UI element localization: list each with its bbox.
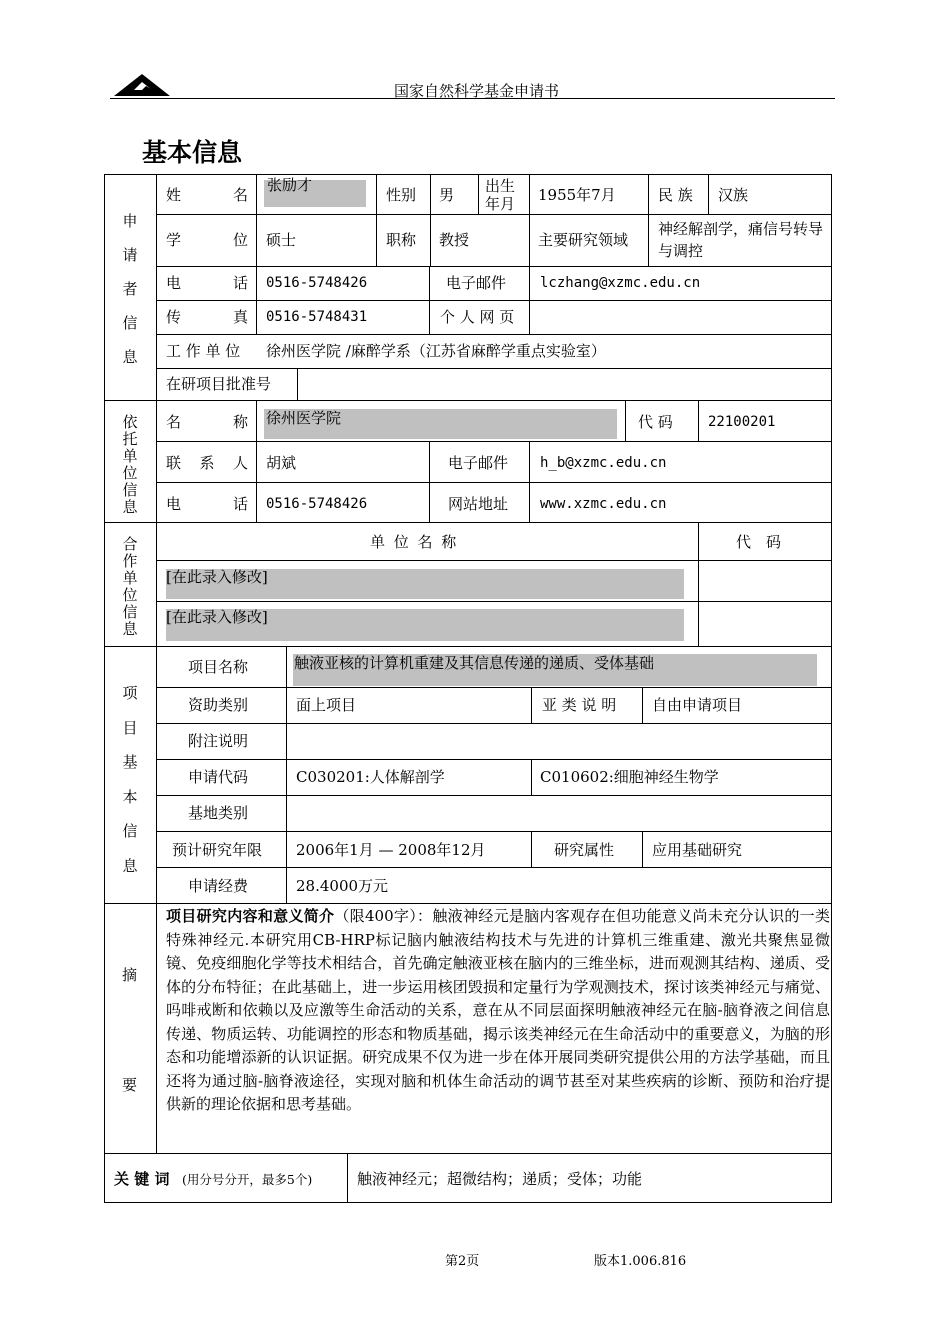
- mountain-logo-icon: [112, 70, 172, 100]
- project-group-label: 项 目 基 本 信 息: [122, 684, 138, 875]
- email-label: 电子邮件: [446, 274, 507, 292]
- project-name-value[interactable]: 触液亚核的计算机重建及其信息传递的递质、受体基础: [294, 654, 655, 672]
- host-code-label: 代 码: [638, 413, 673, 431]
- host-group-label: 依托单位信息: [122, 413, 138, 516]
- title-label: 职称: [386, 231, 417, 249]
- partner-name-header: 单 位 名 称: [370, 533, 459, 551]
- budget-label: 申请经费: [188, 877, 249, 895]
- partner-row-1-name[interactable]: [在此录入修改]: [166, 568, 268, 586]
- project-no-label: 在研项目批准号: [166, 375, 272, 393]
- host-website-value[interactable]: www.xzmc.edu.cn: [540, 496, 667, 512]
- abstract-heading: 项目研究内容和意义简介: [166, 907, 335, 925]
- birth-label: 出生年月: [485, 177, 516, 213]
- partner-code-header: 代 码: [736, 533, 782, 551]
- period-label: 预计研究年限: [172, 841, 263, 859]
- funding-type-value[interactable]: 面上项目: [296, 696, 357, 714]
- gender-label: 性别: [386, 186, 417, 204]
- phone-value[interactable]: 0516-5748426: [266, 275, 368, 291]
- ethnic-value[interactable]: 汉族: [718, 186, 749, 204]
- name-label: 姓 名: [166, 186, 248, 204]
- fax-value[interactable]: 0516-5748431: [266, 309, 368, 325]
- document-header-title: 国家自然科学基金申请书: [394, 82, 560, 100]
- workplace-label: 工 作 单 位: [166, 342, 241, 360]
- application-code-2[interactable]: C010602:细胞神经生物学: [540, 768, 719, 786]
- homepage-label: 个 人 网 页: [440, 308, 515, 326]
- version-number: 版本1.006.816: [594, 1254, 687, 1269]
- base-type-label: 基地类别: [188, 804, 249, 822]
- budget-value[interactable]: 28.4000万元: [296, 877, 389, 895]
- workplace-value[interactable]: 徐州医学院 /麻醉学系（江苏省麻醉学重点实验室）: [266, 342, 606, 360]
- subcategory-label: 亚 类 说 明: [542, 696, 617, 714]
- application-code-label: 申请代码: [188, 768, 249, 786]
- name-value[interactable]: 张励才: [267, 176, 313, 194]
- header-rule: [110, 98, 835, 99]
- abstract-char-1: 摘: [122, 966, 138, 984]
- applicant-group-label: 申 请 者 信 息: [122, 212, 138, 366]
- host-phone-label: 电 话: [166, 495, 248, 513]
- birth-value[interactable]: 1955年7月: [538, 186, 616, 204]
- host-contact-value[interactable]: 胡斌: [266, 454, 297, 472]
- phone-label: 电 话: [166, 274, 248, 292]
- abstract-limit: （限400字）：: [334, 907, 433, 925]
- project-name-label: 项目名称: [188, 658, 249, 676]
- degree-value[interactable]: 硕士: [266, 231, 297, 249]
- host-contact-label: 联 系 人: [166, 454, 248, 472]
- partner-group-label: 合作单位信息: [122, 535, 138, 638]
- partner-row-2-name[interactable]: [在此录入修改]: [166, 608, 268, 626]
- ethnic-label: 民 族: [658, 186, 693, 204]
- funding-type-label: 资助类别: [188, 696, 249, 714]
- keywords-label: 关 键 词: [114, 1170, 170, 1188]
- host-phone-value[interactable]: 0516-5748426: [266, 496, 368, 512]
- field-label: 主要研究领域: [538, 231, 629, 249]
- host-email-label: 电子邮件: [448, 454, 509, 472]
- field-value[interactable]: 神经解剖学，痛信号转导与调控: [658, 220, 824, 260]
- subcategory-value[interactable]: 自由申请项目: [652, 696, 743, 714]
- page-number: 第2页: [445, 1254, 480, 1269]
- abstract-body[interactable]: [166, 905, 830, 1117]
- section-title: 基本信息: [142, 138, 243, 167]
- period-value[interactable]: 2006年1月 — 2008年12月: [296, 841, 486, 859]
- abstract-char-2: 要: [122, 1076, 138, 1094]
- application-code-1[interactable]: C030201:人体解剖学: [296, 768, 445, 786]
- gender-value[interactable]: 男: [439, 186, 455, 204]
- fax-label: 传 真: [166, 308, 248, 326]
- abstract-text: 触液神经元是脑内客观存在但功能意义尚未充分认识的一类特殊神经元.本研究用CB-HRP标记脑内触液结构技术与先进的计算机三维重建、激光共聚焦显微镜、免疫细胞化学等技术相结合，首先确定触液亚核在脑内的三维坐标，进而观测其结构、递质、受体的分布特征；在此基础上，进一步运用核团毁损和定量行为学观测技术，探讨该类神经元与痛觉、吗啡戒断和依赖以及应激等生命活动的关系，意在从不同层面探明触液神经元在脑-脑脊液之间信息传递、物质运转、功能调控的形态和物质基础，揭示该类神经元在生命活动中的重要意义，为脑的形态和功能增添新的认识证据。研究成果不仅为进一步在体开展同类研究提供公用的方法学基础，而且还将为通过脑-脑脊液途径，实现对脑和机体生命活动的调节甚至对某些疾病的诊断、预防和治疗提供新的理论依据和思考基础。: [166, 907, 830, 1113]
- notes-label: 附注说明: [188, 732, 249, 750]
- keywords-value[interactable]: 触液神经元；超微结构；递质；受体；功能: [357, 1170, 643, 1188]
- host-name-label: 名 称: [166, 413, 248, 431]
- degree-label: 学 位: [166, 231, 248, 249]
- host-website-label: 网站地址: [448, 495, 509, 513]
- host-email-value[interactable]: h_b@xzmc.edu.cn: [540, 455, 667, 471]
- email-value[interactable]: lczhang@xzmc.edu.cn: [540, 275, 701, 291]
- attribute-value[interactable]: 应用基础研究: [652, 841, 743, 859]
- host-name-value[interactable]: 徐州医学院: [266, 409, 342, 427]
- keywords-hint: (用分号分开，最多5个): [182, 1172, 313, 1187]
- host-code-value[interactable]: 22100201: [708, 414, 776, 430]
- title-value[interactable]: 教授: [439, 231, 470, 249]
- attribute-label: 研究属性: [554, 841, 615, 859]
